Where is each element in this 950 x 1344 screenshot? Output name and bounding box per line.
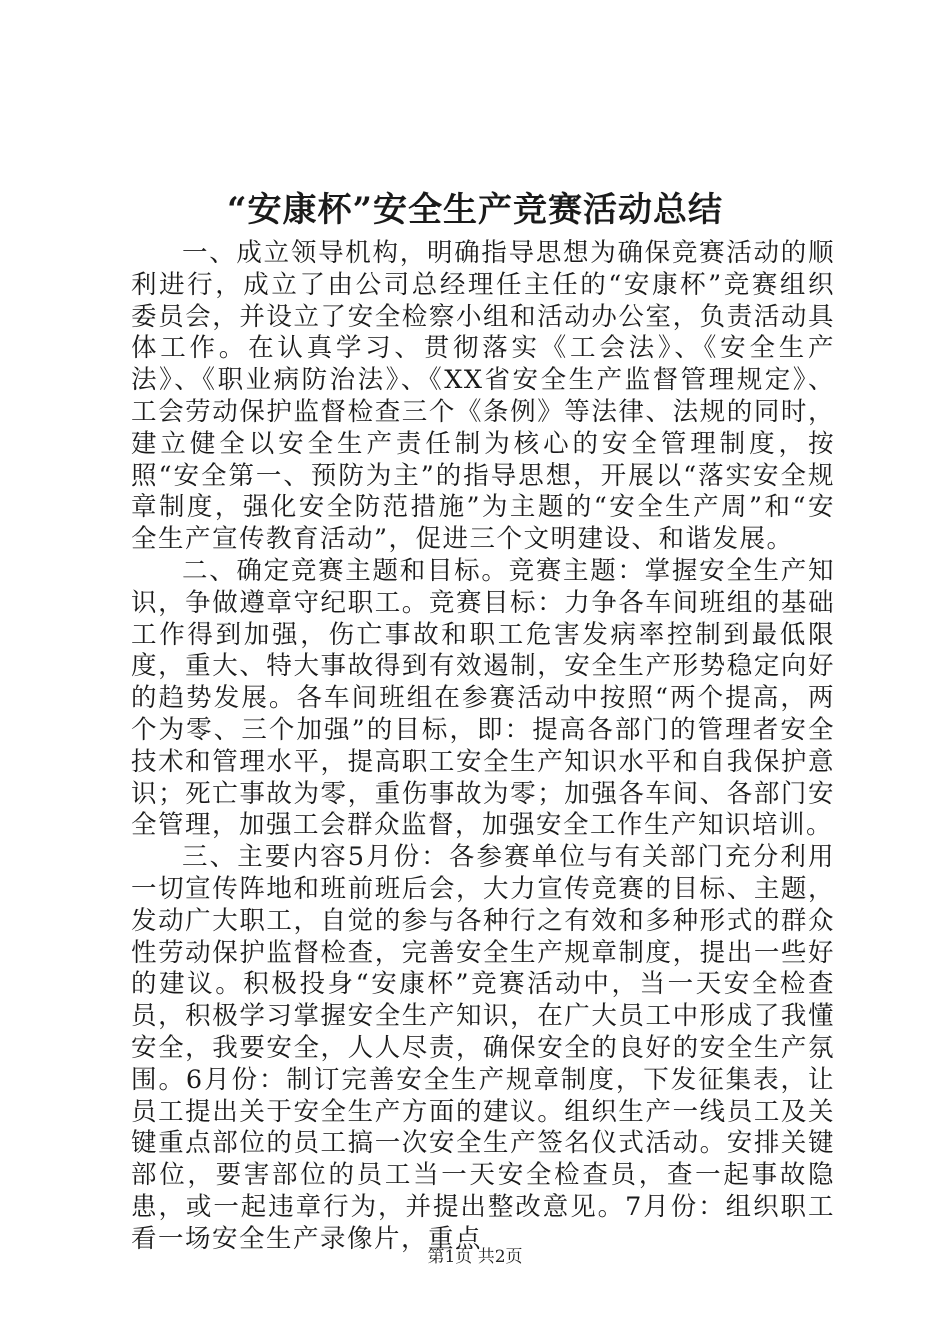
paragraph-2: 二、确定竞赛主题和目标。竞赛主题：掌握安全生产知识，争做遵章守纪职工。竞赛目标：力争各车间班组的基础工作得到加强，伤亡事故和职工危害发病率控制到最低限度，重大、特大事故得到有效遏制，安全生产形势稳定向好的趋势发展。各车间班组在参赛活动中按照“两个提高，两个为零、三个加强”的目标，即：提高各部门的管理者安全技术和管理水平，提高职工安全生产知识水平和自我保护意识；死亡事故为零，重伤事故为零；加强各车间、各部门安全管理，加强工会群众监督，加强安全工作生产知识培训。 [131,555,835,841]
document-title: “安康杯”安全生产竞赛活动总结 [226,190,724,230]
paragraph-1: 一、成立领导机构，明确指导思想为确保竞赛活动的顺利进行，成立了由公司总经理任主任的“安康杯”竞赛组织委员会，并设立了安全检察小组和活动办公室，负责活动具体工作。在认真学习、贯彻落实《工会法》、《安全生产法》、《职业病防治法》、《XX省安全生产监督管理规定》、工会劳动保护监督检查三个《条例》等法律、法规的同时，建立健全以安全生产责任制为核心的安全管理制度，按照“安全第一、预防为主”的指导思想，开展以“落实安全规章制度，强化安全防范措施”为主题的“安全生产周”和“安全生产宣传教育活动”，促进三个文明建设、和谐发展。 [131,238,835,555]
paragraph-3: 三、主要内容5月份：各参赛单位与有关部门充分利用一切宣传阵地和班前班后会，大力宣传竞赛的目标、主题，发动广大职工，自觉的参与各种行之有效和多种形式的群众性劳动保护监督检查，完善安全生产规章制度，提出一些好的建议。积极投身“安康杯”竞赛活动中，当一天安全检查员，积极学习掌握安全生产知识，在广大员工中形成了我懂安全，我要安全，人人尽责，确保安全的良好的安全生产氛围。6月份：制订完善安全生产规章制度，下发征集表，让员工提出关于安全生产方面的建议。组织生产一线员工及关键重点部位的员工搞一次安全生产签名仪式活动。安排关键部位，要害部位的员工当一天安全检查员，查一起事故隐患，或一起违章行为，并提出整改意见。7月份：组织职工看一场安全生产录像片，重点 [131,842,835,1254]
page-number-footer: 第1页 共2页 [427,1247,523,1267]
document-body [131,238,835,1256]
